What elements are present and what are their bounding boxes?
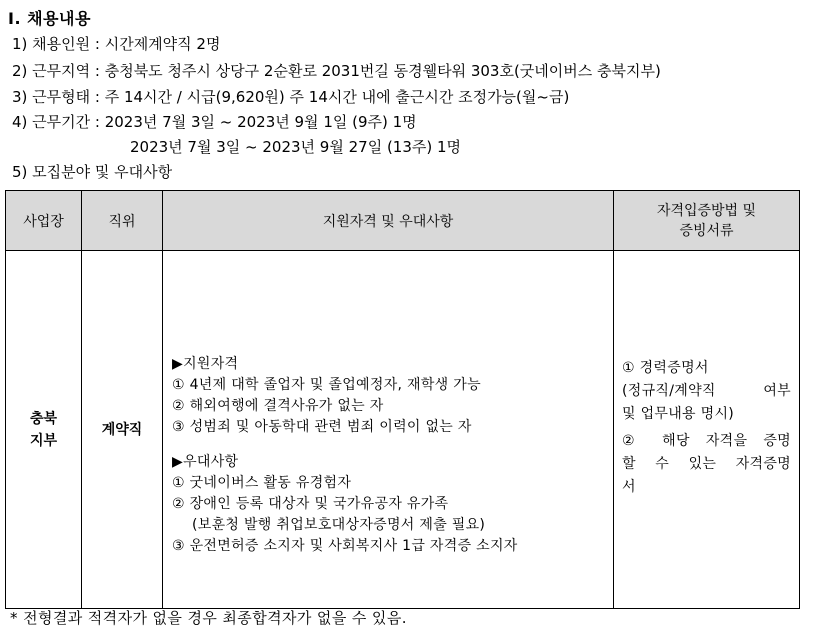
proof-item-1-line1: ① 경력증명서 xyxy=(622,359,709,376)
preference-item-1: ① 굿네이버스 활동 유경험자 xyxy=(172,475,352,491)
cell-proof xyxy=(614,251,800,609)
qualification-item-1: ① 4년제 대학 졸업자 및 졸업예정자, 재학생 가능 xyxy=(172,377,481,393)
recruitment-table xyxy=(5,190,800,609)
preference-item-2-note: (보훈청 발행 취업보호대상자증명서 제출 필요) xyxy=(192,517,486,533)
info-period-2: 2023년 7월 3일 ~ 2023년 9월 27일 (13주) 1명 xyxy=(130,138,462,156)
qualification-item-2: ② 해외여행에 결격사유가 없는 자 xyxy=(172,398,384,414)
info-headcount: 1) 채용인원 : 시간제계약직 2명 xyxy=(12,35,221,53)
info-work-type: 3) 근무형태 : 주 14시간 / 시급(9,620원) 주 14시간 내에 출근시간 조정가능(월~금) xyxy=(12,88,570,106)
table-header-row xyxy=(6,191,800,251)
proof-item-2-line2: 할 수 있는 자격증명 xyxy=(622,455,791,472)
header-position: 직위 xyxy=(82,191,163,251)
preference-title: ▶우대사항 xyxy=(172,454,239,470)
site-line1: 충북 xyxy=(29,410,58,427)
header-site: 사업장 xyxy=(6,191,82,251)
proof-item-2 xyxy=(622,430,791,499)
header-qualification: 지원자격 및 우대사항 xyxy=(163,191,614,251)
qualification-title: ▶지원자격 xyxy=(172,356,239,372)
preference-item-3: ③ 운전면허증 소지자 및 사회복지사 1급 자격증 소지자 xyxy=(172,538,518,554)
info-field: 5) 모집분야 및 우대사항 xyxy=(12,163,173,181)
site-line2: 지부 xyxy=(29,432,58,449)
proof-item-1 xyxy=(622,357,791,426)
proof-item-1-line3: 및 업무내용 명시) xyxy=(622,405,735,422)
cell-site xyxy=(6,251,82,609)
qualification-item-3: ③ 성범죄 및 아동학대 관련 범죄 이력이 없는 자 xyxy=(172,419,472,435)
table-row xyxy=(6,251,800,609)
proof-item-2-line1: ② 해당 자격을 증명 xyxy=(622,432,791,449)
info-location: 2) 근무지역 : 충청북도 청주시 상당구 2순환로 2031번길 동경웰타워 303호(굿네이버스 충북지부) xyxy=(12,62,661,80)
section-title: Ⅰ. 채용내용 xyxy=(8,9,91,28)
header-proof xyxy=(614,191,800,251)
preference-item-2: ② 장애인 등록 대상자 및 국가유공자 유가족 xyxy=(172,496,449,512)
header-proof-line2: 증빙서류 xyxy=(679,222,734,239)
cell-qualification xyxy=(163,251,614,609)
proof-item-2-line3: 서 xyxy=(622,478,636,495)
cell-position: 계약직 xyxy=(82,251,163,609)
header-proof-line1: 자격입증방법 및 xyxy=(656,202,757,219)
info-period-1: 4) 근무기간 : 2023년 7월 3일 ~ 2023년 9월 1일 (9주) 1명 xyxy=(12,113,417,131)
proof-item-1-line2: (정규직/계약직 여부 xyxy=(622,382,791,399)
footnote: * 전형결과 적격자가 없을 경우 최종합격자가 없을 수 있음. xyxy=(10,609,407,627)
